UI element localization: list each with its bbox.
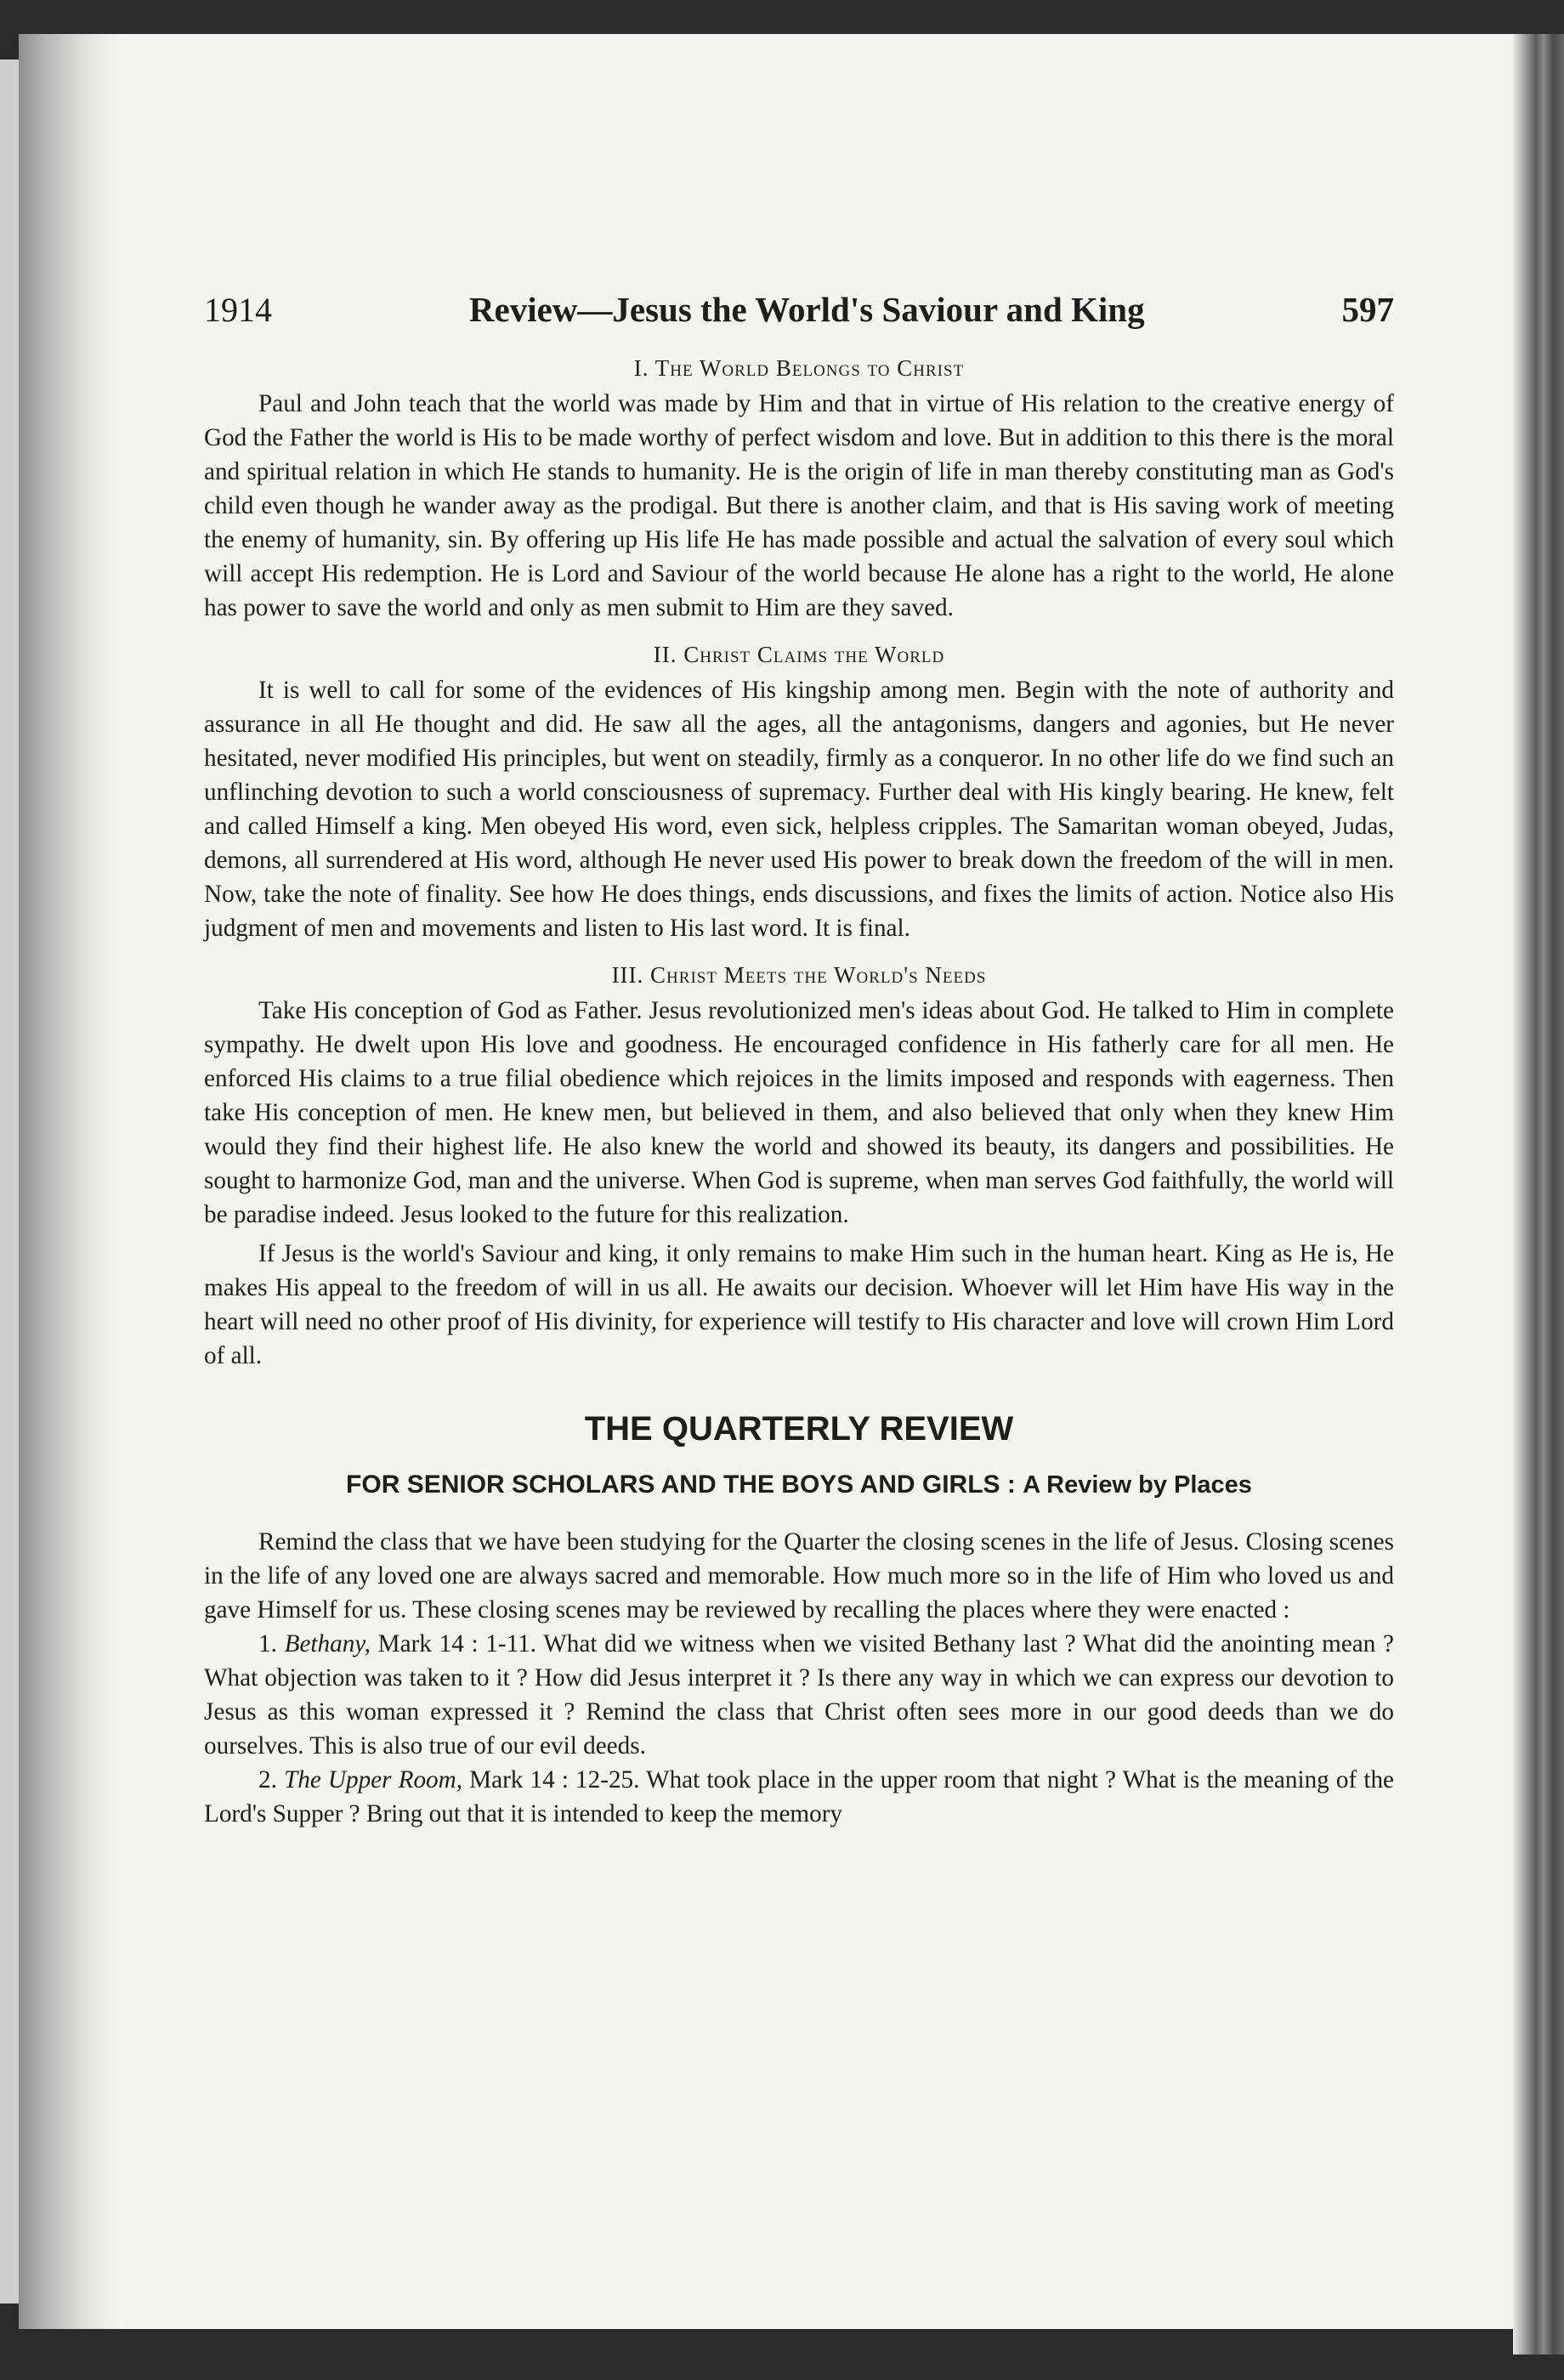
section-1-paragraph: Paul and John teach that the world was made by Him and that in virtue of His relation to the creative energy of God the Father the world is His to be made worthy of perfect wisdom and love. But in addition to this there is the moral and spiritual relation in which He stands to humanity. He is the origin of life in man thereby constituting man as God's child even though he wander away as the prodigal. But there is another claim, and that is His saving work of meeting the enemy of humanity, sin. By offering up His life He has made possible and actual the salvation of every soul which will accept His redemption. He is Lord and Saviour of the world because He alone has a right to the world, He alone has power to save the world and only as men submit to Him are they saved.: [204, 390, 1394, 621]
quarterly-review-subheading: [204, 1470, 1394, 1499]
quarterly-intro-paragraph: Remind the class that we have been studying for the Quarter the closing scenes in the life of Jesus. Closing scenes in the life of any loved one are always sacred and memorable. How much more so in the life of Him who loved us and gave Himself for us. These closing scenes may be reviewed by recalling the places where they were enacted :: [204, 1528, 1394, 1624]
subheading-topic: A Review by Places: [1023, 1471, 1252, 1499]
gutter-shadow: [19, 34, 121, 2329]
section-heading-1: I. The World Belongs to Christ: [633, 355, 965, 381]
item-1-number: 1.: [258, 1630, 277, 1658]
book-page: [19, 34, 1522, 2329]
subheading-audience: FOR SENIOR SCHOLARS AND THE BOYS AND GIRLS :: [346, 1470, 1016, 1499]
running-head: [204, 289, 1394, 330]
review-item-upper-room: [204, 1763, 1394, 1831]
item-2-place: The Upper Room,: [284, 1766, 463, 1794]
section-3-paragraph-2: If Jesus is the world's Saviour and king, it only remains to make Him such in the human heart. King as He is, He makes His appeal to the freedom of will in us all. He awaits our decision. Whoever will let Him have His way in the heart will need no other proof of His divinity, for experience will testify to His character and love will crown Him Lord of all.: [204, 1240, 1394, 1369]
running-head-year: 1914: [204, 291, 272, 329]
page-content: [204, 289, 1394, 1831]
review-item-bethany: [204, 1627, 1394, 1763]
section-heading-2: II. Christ Claims the World: [653, 642, 945, 667]
running-head-title: Review—Jesus the World's Saviour and King: [468, 290, 1145, 329]
item-1-place: Bethany,: [284, 1630, 371, 1658]
item-1-text: Mark 14 : 1-11. What did we witness when we visited Bethany last ? What did the anointing mean ? What objection was taken to it ? How did Jesus interpret it ? Is there any way in which we can express our devotion to Jesus as this woman expressed it ? Remind the class that Christ often sees more in our good deeds than we do ourselves. This is also true of our evil deeds.: [204, 1630, 1394, 1760]
item-2-number: 2.: [258, 1766, 277, 1794]
section-heading-3: III. Christ Meets the World's Needs: [611, 962, 987, 988]
quarterly-review-heading: THE QUARTERLY REVIEW: [584, 1410, 1014, 1448]
book-right-edge: [1513, 34, 1564, 2354]
item-2-text: Mark 14 : 12-25. What took place in the upper room that night ? What is the meaning of the Lord's Supper ? Bring out that it is intended to keep the memory: [204, 1766, 1394, 1828]
section-2-paragraph: It is well to call for some of the evidences of His kingship among men. Begin with the note of authority and assurance in all He thought and did. He saw all the ages, all the antagonisms, dangers and agonies, but He never hesitated, never modified His principles, but went on steadily, firmly as a conqueror. In no other life do we find such an unflinching devotion to such a world consciousness of supremacy. Further deal with His kingly bearing. He knew, felt and called Himself a king. Men obeyed His word, even sick, helpless cripples. The Samaritan woman obeyed, Judas, demons, all surrendered at His word, although He never used His power to break down the freedom of the will in men. Now, take the note of finality. See how He does things, ends discussions, and fixes the limits of action. Notice also His judgment of men and movements and listen to His last word. It is final.: [204, 677, 1394, 942]
page-number: 597: [1341, 290, 1394, 329]
section-3-paragraph-1: Take His conception of God as Father. Jesus revolutionized men's ideas about God. He talked to Him in complete sympathy. He dwelt upon His love and goodness. He encouraged confidence in His fatherly care for all men. He enforced His claims to a true filial obedience which rejoices in the limits imposed and responds with eagerness. Then take His conception of men. He knew men, but believed in them, and also believed that only when they knew Him would they find their highest life. He also knew the world and showed its beauty, its dangers and possibilities. He sought to harmonize God, man and the universe. When God is supreme, when man serves God faithfully, the world will be paradise indeed. Jesus looked to the future for this realization.: [204, 997, 1394, 1228]
scan-left-margin: [0, 60, 19, 2304]
